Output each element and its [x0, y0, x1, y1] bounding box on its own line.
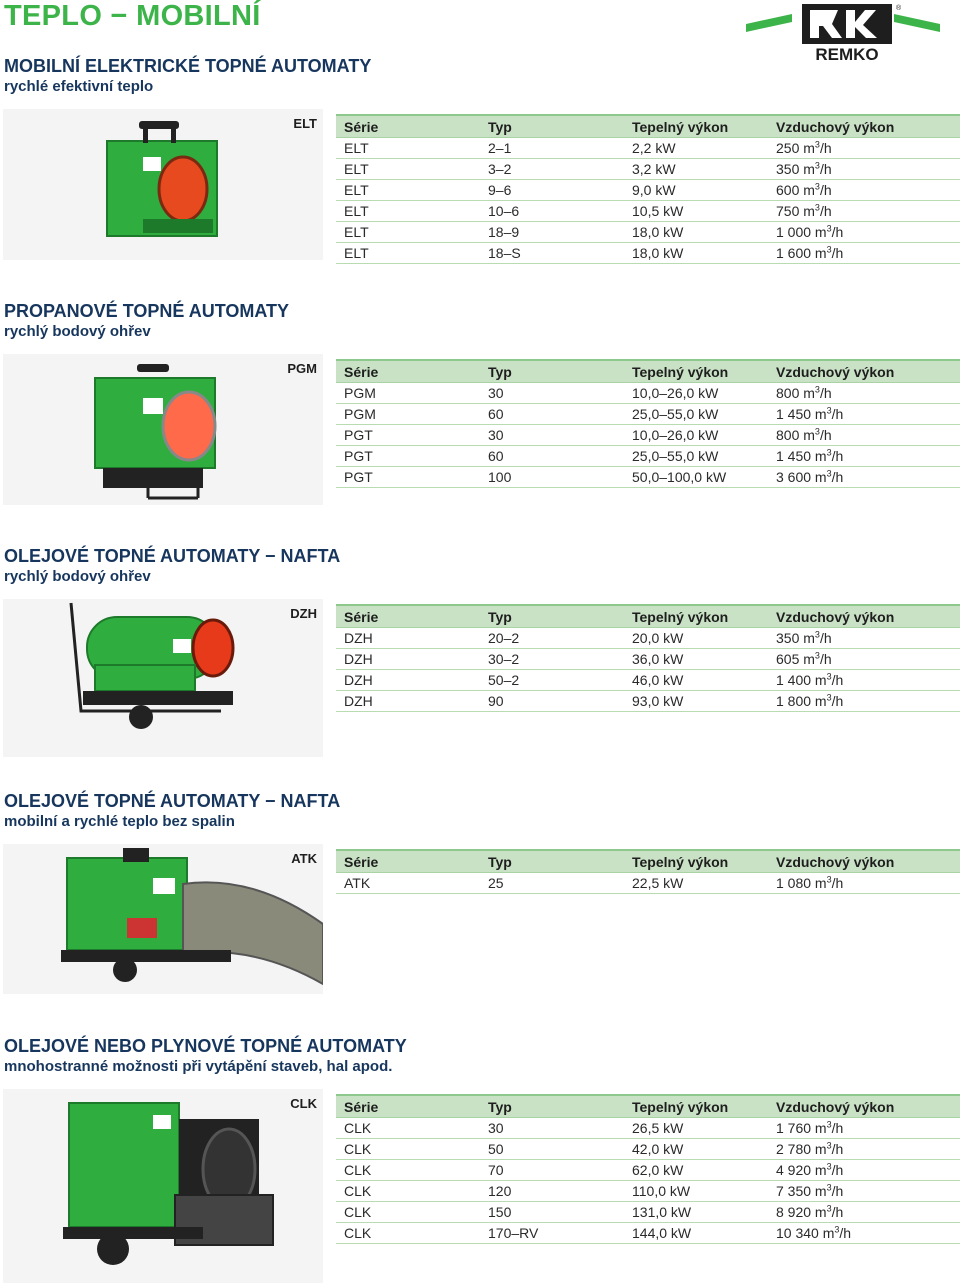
table-cell: 2,2 kW — [624, 138, 768, 159]
table-cell: 30 — [480, 425, 624, 446]
table-cell: 1 080 $m^3/h$ — [768, 873, 960, 894]
table-cell: 26,5 kW — [624, 1118, 768, 1139]
table-cell: 1 000 $m^3/h$ — [768, 222, 960, 243]
table-row — [336, 201, 960, 222]
table-cell: PGT — [336, 425, 480, 446]
section-subtitle: rychlý bodový ohřev — [4, 568, 151, 585]
table-row — [336, 180, 960, 201]
table-cell: 605 $m^3/h$ — [768, 649, 960, 670]
table-cell: 9,0 kW — [624, 180, 768, 201]
section-subtitle: mnohostranné možnosti při vytápění staveb, hal apod. — [4, 1058, 393, 1075]
table-cell: CLK — [336, 1118, 480, 1139]
table-cell: 100 — [480, 467, 624, 488]
table-cell: ELT — [336, 201, 480, 222]
table-header-row — [336, 850, 960, 873]
table-cell: ELT — [336, 180, 480, 201]
spec-table — [336, 849, 960, 894]
table-cell: ELT — [336, 159, 480, 180]
table-cell: 7 350 $m^3/h$ — [768, 1181, 960, 1202]
table-cell: 50–2 — [480, 670, 624, 691]
column-header: Typ — [480, 850, 624, 873]
table-row — [336, 404, 960, 425]
column-header: Vzduchový výkon — [768, 360, 960, 383]
product-image — [3, 599, 323, 757]
table-cell: 1 400 $m^3/h$ — [768, 670, 960, 691]
table-cell: 1 600 $m^3/h$ — [768, 243, 960, 264]
table-cell: 600 $m^3/h$ — [768, 180, 960, 201]
section-subtitle: rychlé efektivní teplo — [4, 78, 154, 95]
column-header: Tepelný výkon — [624, 360, 768, 383]
table-cell: 1 760 $m^3/h$ — [768, 1118, 960, 1139]
table-cell: PGM — [336, 404, 480, 425]
section-title: OLEJOVÉ TOPNÉ AUTOMATY − NAFTA — [4, 546, 341, 566]
table-cell: 1 450 $m^3/h$ — [768, 446, 960, 467]
table-cell: ELT — [336, 243, 480, 264]
table-cell: 60 — [480, 446, 624, 467]
series-tag: ELT — [293, 116, 317, 131]
table-cell: CLK — [336, 1139, 480, 1160]
table-row — [336, 873, 960, 894]
table-cell: 250 $m^3/h$ — [768, 138, 960, 159]
table-row — [336, 691, 960, 712]
section-title: OLEJOVÉ TOPNÉ AUTOMATY − NAFTA — [4, 791, 341, 811]
table-row — [336, 649, 960, 670]
table-cell: 10,5 kW — [624, 201, 768, 222]
column-header: Vzduchový výkon — [768, 115, 960, 138]
table-cell: 3 600 $m^3/h$ — [768, 467, 960, 488]
table-cell: 42,0 kW — [624, 1139, 768, 1160]
table-row — [336, 222, 960, 243]
table-row — [336, 425, 960, 446]
spec-table — [336, 1094, 960, 1244]
table-row — [336, 670, 960, 691]
table-cell: 9–6 — [480, 180, 624, 201]
spec-table — [336, 359, 960, 488]
table-cell: 4 920 $m^3/h$ — [768, 1160, 960, 1181]
table-cell: 750 $m^3/h$ — [768, 201, 960, 222]
table-header-row — [336, 605, 960, 628]
section-title: MOBILNÍ ELEKTRICKÉ TOPNÉ AUTOMATY — [4, 56, 372, 76]
table-cell: PGM — [336, 383, 480, 404]
column-header: Vzduchový výkon — [768, 1095, 960, 1118]
table-row — [336, 1223, 960, 1244]
product-image — [3, 109, 323, 260]
table-row — [336, 138, 960, 159]
column-header: Tepelný výkon — [624, 1095, 768, 1118]
table-cell: 22,5 kW — [624, 873, 768, 894]
table-row — [336, 1181, 960, 1202]
table-row — [336, 159, 960, 180]
table-cell: 20–2 — [480, 628, 624, 649]
table-cell: CLK — [336, 1223, 480, 1244]
table-header-row — [336, 115, 960, 138]
product-image — [3, 844, 323, 994]
column-header: Tepelný výkon — [624, 605, 768, 628]
product-image — [3, 1089, 323, 1283]
table-row — [336, 628, 960, 649]
table-cell: 8 920 $m^3/h$ — [768, 1202, 960, 1223]
table-cell: 30 — [480, 1118, 624, 1139]
table-cell: ELT — [336, 222, 480, 243]
table-cell: ELT — [336, 138, 480, 159]
table-header-row — [336, 1095, 960, 1118]
spec-table — [336, 114, 960, 264]
table-cell: 131,0 kW — [624, 1202, 768, 1223]
table-cell: 18,0 kW — [624, 222, 768, 243]
remko-logo — [746, 2, 940, 62]
table-row — [336, 1202, 960, 1223]
table-cell: 18–9 — [480, 222, 624, 243]
section-subtitle: rychlý bodový ohřev — [4, 323, 151, 340]
table-cell: 10,0–26,0 kW — [624, 383, 768, 404]
section-title: OLEJOVÉ NEBO PLYNOVÉ TOPNÉ AUTOMATY — [4, 1036, 407, 1056]
table-cell: 2–1 — [480, 138, 624, 159]
table-cell: 2 780 $m^3/h$ — [768, 1139, 960, 1160]
table-cell: CLK — [336, 1160, 480, 1181]
table-cell: 800 $m^3/h$ — [768, 383, 960, 404]
table-row — [336, 446, 960, 467]
table-cell: 50 — [480, 1139, 624, 1160]
table-cell: 10,0–26,0 kW — [624, 425, 768, 446]
series-tag: PGM — [287, 361, 317, 376]
table-cell: 18–S — [480, 243, 624, 264]
section-title: PROPANOVÉ TOPNÉ AUTOMATY — [4, 301, 290, 321]
table-row — [336, 1139, 960, 1160]
table-cell: DZH — [336, 691, 480, 712]
table-cell: 120 — [480, 1181, 624, 1202]
series-tag: ATK — [291, 851, 317, 866]
table-cell: 62,0 kW — [624, 1160, 768, 1181]
column-header: Typ — [480, 605, 624, 628]
column-header: Typ — [480, 115, 624, 138]
column-header: Série — [336, 850, 480, 873]
table-cell: CLK — [336, 1202, 480, 1223]
table-cell: 25,0–55,0 kW — [624, 446, 768, 467]
table-cell: 20,0 kW — [624, 628, 768, 649]
table-row — [336, 243, 960, 264]
product-image — [3, 354, 323, 505]
table-cell: DZH — [336, 670, 480, 691]
table-cell: 46,0 kW — [624, 670, 768, 691]
column-header: Vzduchový výkon — [768, 850, 960, 873]
table-cell: 30 — [480, 383, 624, 404]
svg-text:REMKO: REMKO — [815, 45, 879, 62]
table-cell: 350 $m^3/h$ — [768, 159, 960, 180]
table-cell: CLK — [336, 1181, 480, 1202]
column-header: Série — [336, 360, 480, 383]
table-cell: 144,0 kW — [624, 1223, 768, 1244]
column-header: Typ — [480, 360, 624, 383]
table-cell: 93,0 kW — [624, 691, 768, 712]
table-cell: PGT — [336, 446, 480, 467]
table-row — [336, 1118, 960, 1139]
table-cell: PGT — [336, 467, 480, 488]
column-header: Série — [336, 1095, 480, 1118]
table-cell: 10 340 $m^3/h$ — [768, 1223, 960, 1244]
table-cell: ATK — [336, 873, 480, 894]
column-header: Série — [336, 605, 480, 628]
table-cell: 800 $m^3/h$ — [768, 425, 960, 446]
table-cell: 3–2 — [480, 159, 624, 180]
section-subtitle: mobilní a rychlé teplo bez spalin — [4, 813, 235, 830]
table-cell: 1 450 $m^3/h$ — [768, 404, 960, 425]
table-cell: 90 — [480, 691, 624, 712]
table-row — [336, 383, 960, 404]
column-header: Série — [336, 115, 480, 138]
table-cell: 350 $m^3/h$ — [768, 628, 960, 649]
column-header: Tepelný výkon — [624, 115, 768, 138]
table-cell: 10–6 — [480, 201, 624, 222]
table-cell: 25,0–55,0 kW — [624, 404, 768, 425]
page-title: TEPLO − MOBILNÍ — [4, 0, 261, 32]
table-header-row — [336, 360, 960, 383]
table-cell: 1 800 $m^3/h$ — [768, 691, 960, 712]
svg-text:®: ® — [896, 5, 902, 12]
table-cell: 150 — [480, 1202, 624, 1223]
column-header: Tepelný výkon — [624, 850, 768, 873]
table-cell: 3,2 kW — [624, 159, 768, 180]
table-row — [336, 467, 960, 488]
series-tag: CLK — [290, 1096, 317, 1111]
table-cell: 36,0 kW — [624, 649, 768, 670]
table-cell: 60 — [480, 404, 624, 425]
table-cell: 110,0 kW — [624, 1181, 768, 1202]
table-cell: DZH — [336, 628, 480, 649]
table-cell: 25 — [480, 873, 624, 894]
table-cell: 50,0–100,0 kW — [624, 467, 768, 488]
table-cell: 30–2 — [480, 649, 624, 670]
table-cell: 70 — [480, 1160, 624, 1181]
table-cell: 18,0 kW — [624, 243, 768, 264]
column-header: Vzduchový výkon — [768, 605, 960, 628]
table-cell: DZH — [336, 649, 480, 670]
table-row — [336, 1160, 960, 1181]
spec-table — [336, 604, 960, 712]
table-cell: 170–RV — [480, 1223, 624, 1244]
column-header: Typ — [480, 1095, 624, 1118]
series-tag: DZH — [290, 606, 317, 621]
